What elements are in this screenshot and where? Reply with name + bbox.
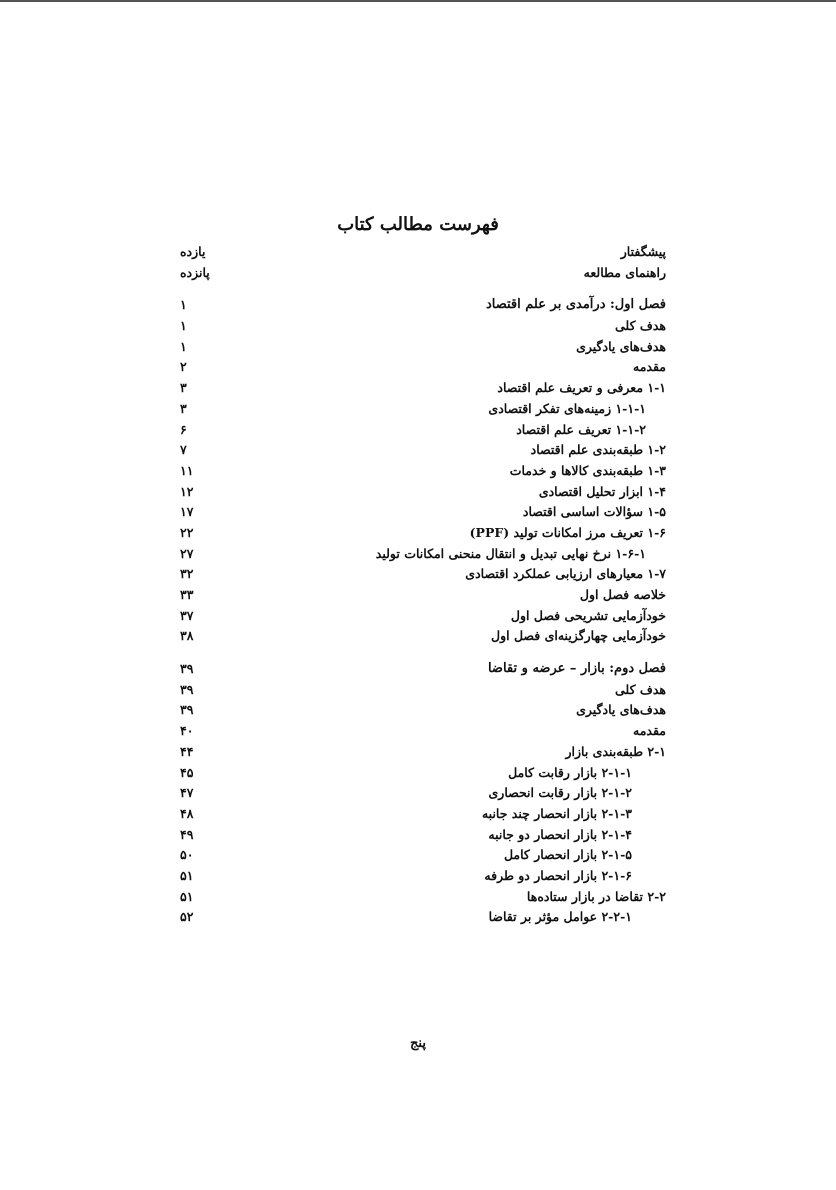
toc-entry-page: ۱ xyxy=(180,297,187,313)
toc-entry-page: ۵۰ xyxy=(180,847,194,863)
toc-entry-title: ۲-۱-۵ بازار انحصار کامل xyxy=(503,847,632,863)
toc-row xyxy=(180,825,666,846)
toc-row xyxy=(180,783,666,804)
toc-chapter-row xyxy=(180,295,666,316)
toc-entry-title: راهنمای مطالعه xyxy=(583,264,666,280)
top-border-rule xyxy=(0,0,836,2)
toc-row xyxy=(180,378,666,399)
toc-row xyxy=(180,482,666,503)
toc-entry-title: فصل دوم: بازار – عرضه و تقاضا xyxy=(487,661,666,677)
toc-entry-page: ۴۸ xyxy=(180,805,194,821)
page-title: فهرست مطالب کتاب xyxy=(337,214,499,235)
toc-row xyxy=(180,721,666,742)
toc-entry-title: ۲-۱-۳ بازار انحصار چند جانبه xyxy=(481,805,632,821)
toc-entry-page: ۴۴ xyxy=(180,743,194,759)
toc-row xyxy=(180,263,666,284)
toc-entry-page: یازده xyxy=(180,244,206,259)
toc-row xyxy=(180,242,666,263)
toc-row xyxy=(180,700,666,721)
toc-row xyxy=(180,502,666,523)
toc-row xyxy=(180,337,666,358)
toc-entry-page: ۴۰ xyxy=(180,723,194,739)
toc-entry-title: ۱-۶-۱ نرخ نهایی تبدیل و انتقال منحنی امکانات تولید xyxy=(375,545,646,561)
toc-entry-page: ۵۱ xyxy=(180,867,194,883)
toc-entry-title: ۱-۶ تعریف مرز امکانات تولید (PPF) xyxy=(469,524,666,540)
toc-row xyxy=(180,316,666,337)
table-of-contents xyxy=(180,242,666,928)
toc-entry-title: ۱-۲ طبقه‌بندی علم اقتصاد xyxy=(530,442,666,458)
toc-entry-page: ۳۳ xyxy=(180,587,194,602)
toc-entry-page: ۳۲ xyxy=(180,566,194,582)
toc-row xyxy=(180,845,666,866)
toc-entry-page: ۱۱ xyxy=(180,462,194,478)
toc-entry-title: هدف کلی xyxy=(615,681,666,697)
toc-entry-title: ۲-۱-۱ بازار رقابت کامل xyxy=(508,764,632,780)
toc-entry-title: ۲-۲-۱ عوامل مؤثر بر تقاضا xyxy=(488,909,632,925)
toc-entry-title: ۱-۷ معیارهای ارزیابی عملکرد اقتصادی xyxy=(465,566,666,582)
toc-entry-page: ۳۷ xyxy=(180,607,194,623)
toc-row xyxy=(180,626,666,647)
toc-entry-page: ۳ xyxy=(180,400,187,416)
toc-entry-title: ۲-۱ طبقه‌بندی بازار xyxy=(565,743,666,759)
toc-entry-title: هدف کلی xyxy=(615,318,666,334)
toc-row xyxy=(180,763,666,784)
toc-entry-page: ۵۱ xyxy=(180,888,194,904)
toc-entry-page: ۴۹ xyxy=(180,826,194,842)
toc-entry-page: ۳۹ xyxy=(180,681,194,697)
toc-entry-page: ۴۷ xyxy=(180,785,194,801)
toc-row xyxy=(180,887,666,908)
toc-entry-title: مقدمه xyxy=(633,359,666,375)
toc-row xyxy=(180,357,666,378)
toc-entry-page: ۲۲ xyxy=(180,524,194,540)
toc-row xyxy=(180,523,666,544)
toc-entry-title: خودآزمایی تشریحی فصل اول xyxy=(510,607,666,623)
toc-entry-title: ۱-۴ ابزار تحلیل اقتصادی xyxy=(538,483,666,499)
toc-entry-page: ۷ xyxy=(180,442,187,458)
toc-entry-page: ۳۹ xyxy=(180,702,194,718)
toc-entry-page: ۳ xyxy=(180,380,187,396)
toc-entry-page: ۶ xyxy=(180,421,187,437)
toc-entry-title: ۱-۱ معرفی و تعریف علم اقتصاد xyxy=(497,380,666,396)
toc-entry-title: ۱-۵ سؤالات اساسی اقتصاد xyxy=(522,504,666,520)
toc-row xyxy=(180,804,666,825)
toc-entry-title: هدف‌های یادگیری xyxy=(576,702,666,718)
toc-entry-title: ۲-۲ تقاضا در بازار ستاده‌ها xyxy=(526,888,666,904)
toc-row xyxy=(180,544,666,565)
toc-entry-title: فصل اول: درآمدی بر علم اقتصاد xyxy=(485,297,666,313)
toc-entry-title: هدف‌های یادگیری xyxy=(576,338,666,354)
toc-row xyxy=(180,606,666,627)
toc-row xyxy=(180,440,666,461)
toc-entry-page: ۲۷ xyxy=(180,545,194,561)
toc-entry-page: ۵۲ xyxy=(180,909,194,925)
toc-row xyxy=(180,742,666,763)
toc-chapter-row xyxy=(180,659,666,680)
toc-entry-page: ۱ xyxy=(180,338,187,354)
toc-entry-title: ۲-۱-۲ بازار رقابت انحصاری xyxy=(488,785,632,801)
toc-row xyxy=(180,399,666,420)
toc-entry-page: ۴۵ xyxy=(180,764,194,780)
toc-entry-page: ۳۸ xyxy=(180,628,194,644)
toc-entry-title: ۱-۱-۲ تعریف علم اقتصاد xyxy=(516,421,646,437)
toc-entry-page: ۱ xyxy=(180,318,187,334)
toc-entry-title: ۲-۱-۴ بازار انحصار دو جانبه xyxy=(488,826,632,842)
toc-row xyxy=(180,461,666,482)
page-number: پنج xyxy=(410,1036,426,1051)
toc-entry-title: ۲-۱-۶ بازار انحصار دو طرفه xyxy=(484,867,632,883)
toc-row xyxy=(180,680,666,701)
toc-entry-title: ۱-۳ طبقه‌بندی کالاها و خدمات xyxy=(509,462,666,478)
toc-entry-title: خلاصه فصل اول xyxy=(579,587,666,602)
toc-row xyxy=(180,420,666,441)
toc-row xyxy=(180,866,666,887)
toc-entry-page: ۱۲ xyxy=(180,483,194,499)
toc-entry-title: خودآزمایی چهارگزینه‌ای فصل اول xyxy=(491,628,666,644)
toc-entry-page: ۳۹ xyxy=(180,661,194,677)
toc-entry-page: ۲ xyxy=(180,359,187,375)
toc-entry-title: پیشگفتار xyxy=(620,244,666,259)
toc-row xyxy=(180,564,666,585)
toc-row xyxy=(180,907,666,928)
toc-entry-title: ۱-۱-۱ زمینه‌های تفکر اقتصادی xyxy=(488,400,646,416)
toc-row xyxy=(180,585,666,606)
toc-entry-title: مقدمه xyxy=(633,723,666,739)
toc-entry-page: ۱۷ xyxy=(180,504,194,520)
toc-entry-page: پانزده xyxy=(180,264,210,280)
